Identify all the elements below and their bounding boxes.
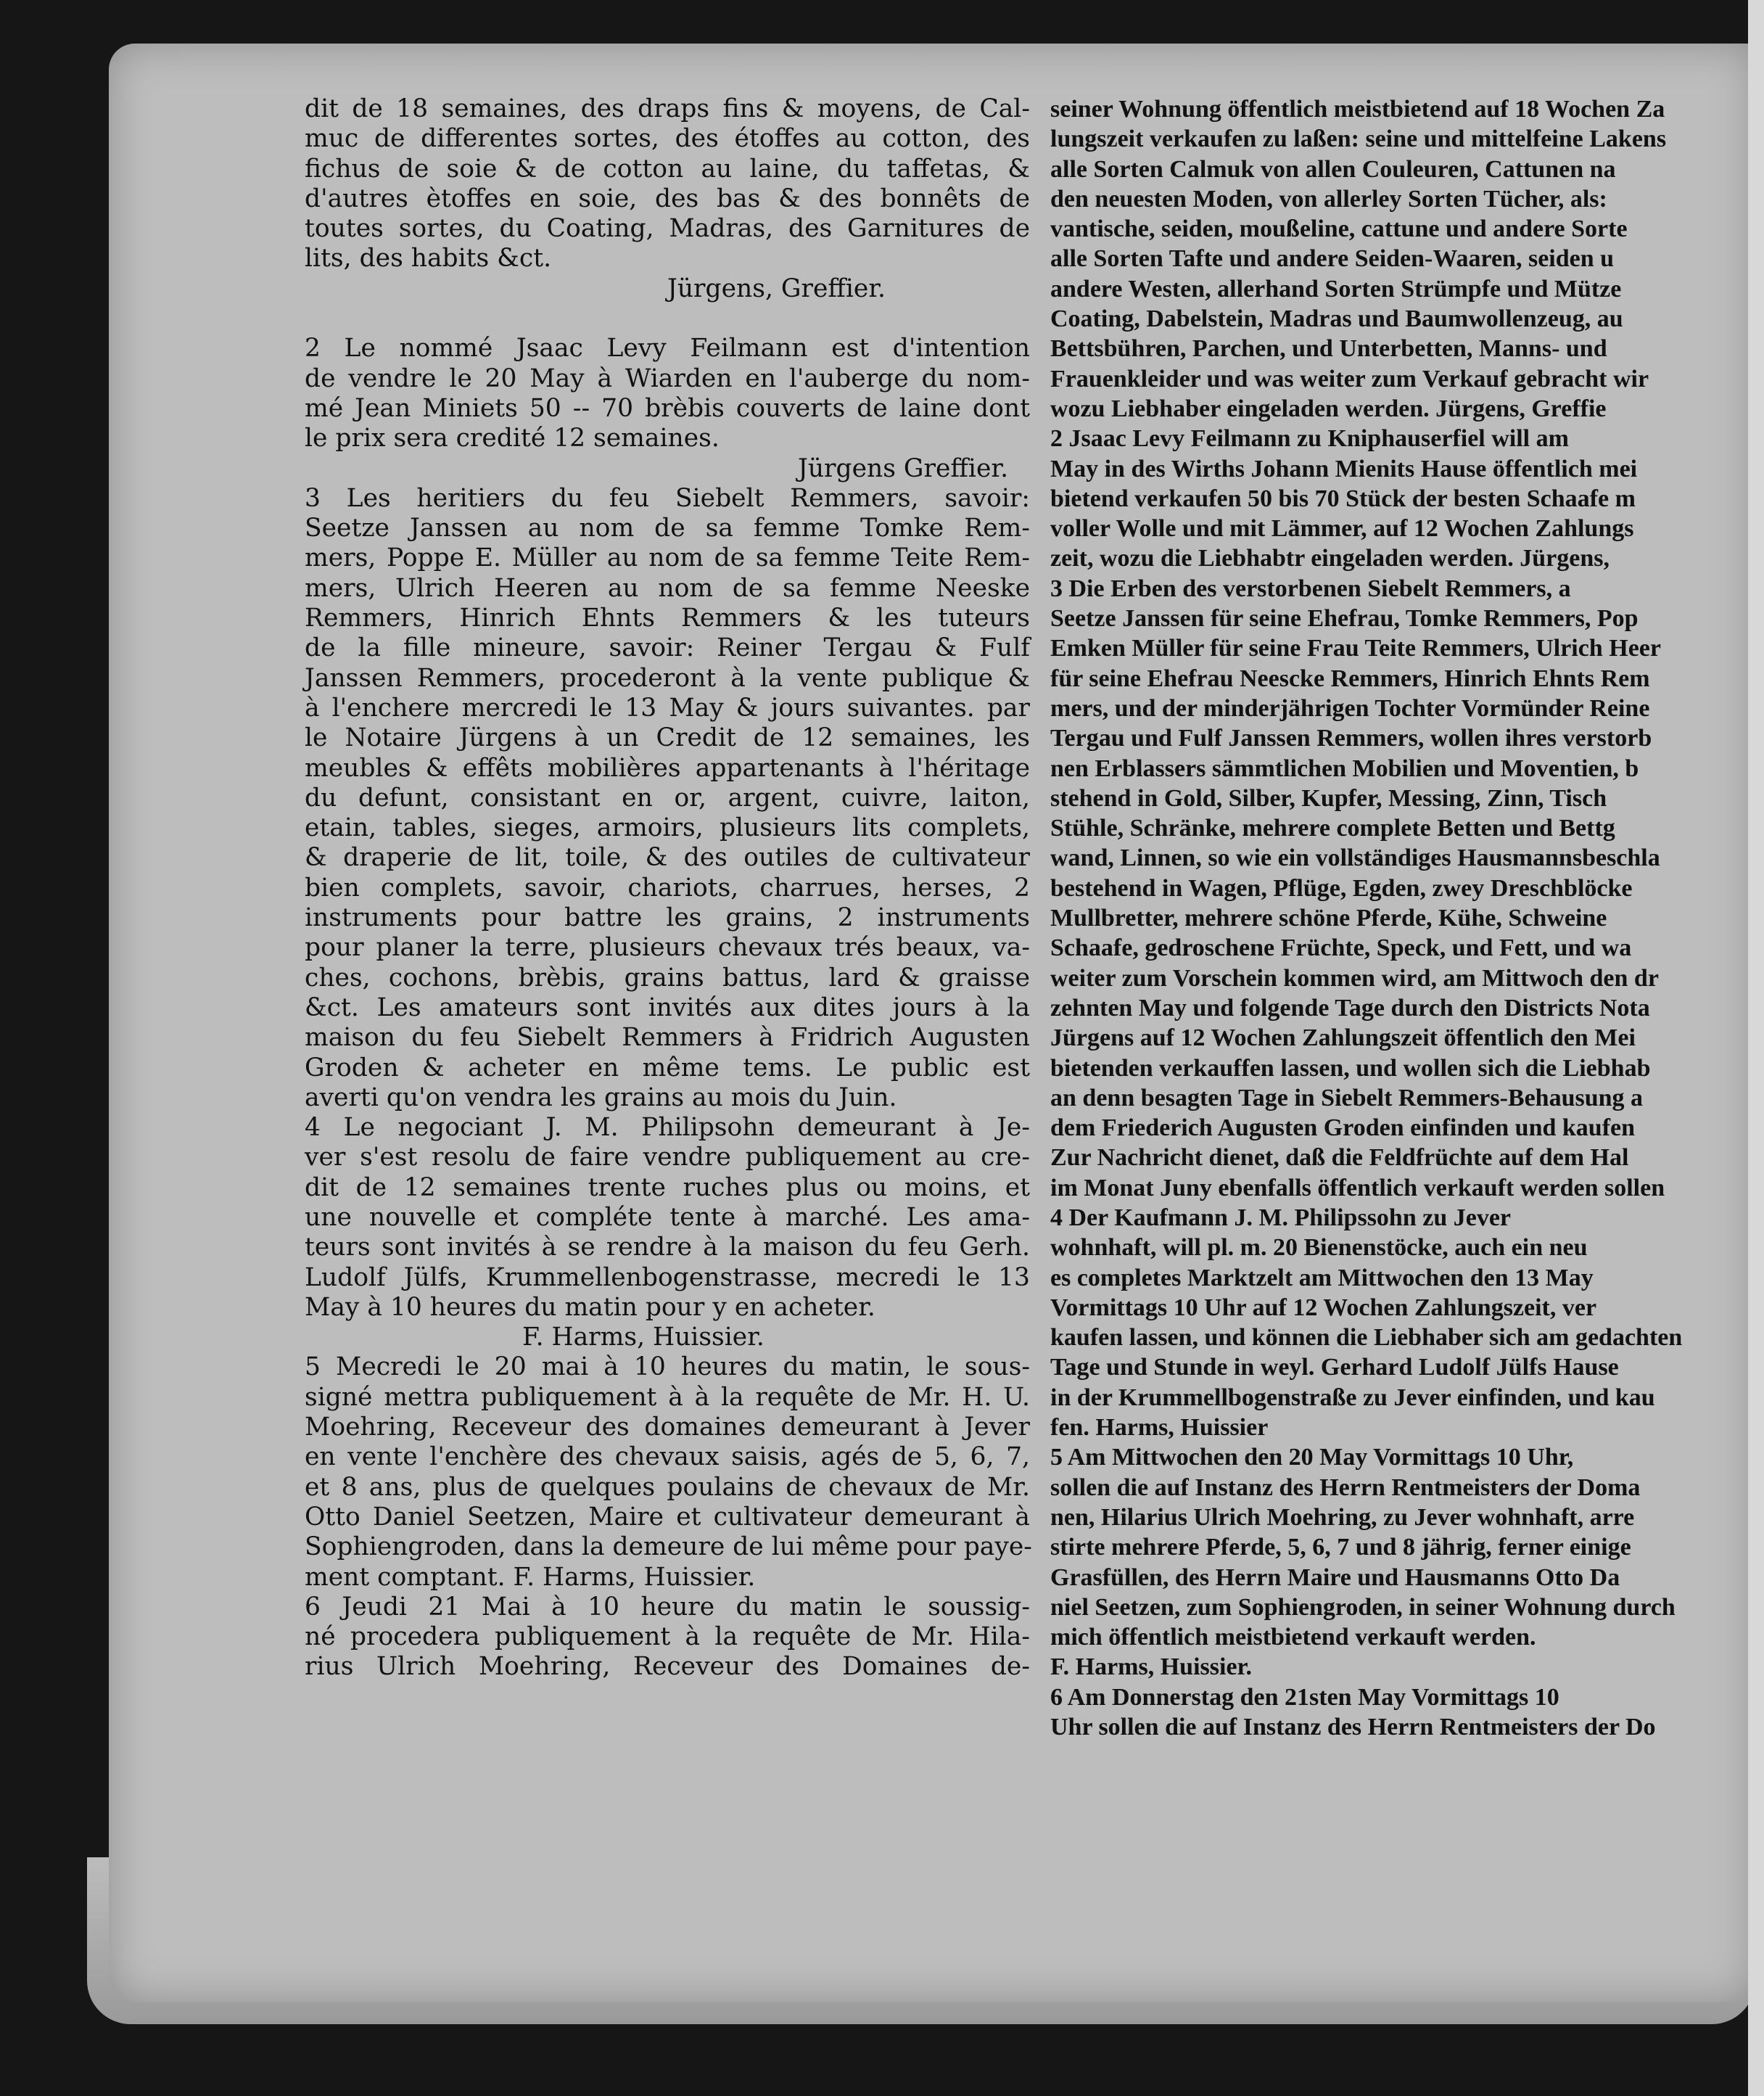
text-line: May in des Wirths Johann Mienits Hause öffentlich mei [1050, 455, 1638, 482]
french-column [305, 94, 1030, 1682]
text-line: mers, Ulrich Heeren au nom de sa femme Neeske [305, 573, 1030, 603]
text-line: 3 Les heritiers du feu Siebelt Remmers, savoir: [305, 483, 1030, 513]
text-line: averti qu'on vendra les grains au mois du Juin. [305, 1082, 897, 1112]
text-line: Vormittags 10 Uhr auf 12 Wochen Zahlungszeit, ver [1050, 1294, 1597, 1321]
text-line: wand, Linnen, so wie ein vollständiges Hausmannsbeschla [1050, 844, 1660, 872]
text-line: 6 Jeudi 21 Mai à 10 heure du matin le soussig- [305, 1592, 1030, 1622]
signature-line: F. Harms, Huissier. [522, 1323, 764, 1352]
text-line: lits, des habits &ct. [305, 244, 552, 274]
text-line: wozu Liebhaber eingeladen werden. Jürgens, Greffie [1050, 395, 1607, 422]
text-line: mers, Poppe E. Müller au nom de sa femme Teite Rem- [305, 543, 1030, 573]
text-line: Groden & acheter en même tems. Le public est [305, 1053, 1030, 1082]
text-line: nen Erblassers sämmtlichen Mobilien und Moventien, b [1050, 755, 1639, 782]
text-line: mé Jean Miniets 50 -- 70 brèbis couverts de laine dont [305, 393, 1030, 423]
text-line: une nouvelle et compléte tente à marché. Les ama- [305, 1202, 1030, 1232]
text-line: 4 Le negociant J. M. Philipsohn demeurant à Je- [305, 1113, 1030, 1143]
binding-edge [1748, 0, 1764, 2096]
text-line: 5 Am Mittwochen den 20 May Vormittags 10 Uhr, [1050, 1444, 1574, 1471]
german-column [1050, 94, 1747, 1742]
text-line: Tage und Stunde in weyl. Gerhard Ludolf Jülfs Hause [1050, 1354, 1619, 1381]
text-line [305, 304, 1030, 334]
text-line: Schaafe, gedroschene Früchte, Speck, und Fett, und wa [1050, 934, 1632, 962]
text-line: Bettsbühren, Parchen, und Unterbetten, Manns- und [1050, 335, 1607, 363]
text-line: für seine Ehefrau Neescke Remmers, Hinrich Ehnts Rem [1050, 665, 1650, 692]
text-line: 2 Jsaac Levy Feilmann zu Kniphauserfiel will am [1050, 425, 1569, 453]
text-line: etain, tables, sieges, armoirs, plusieurs lits complets, [305, 813, 1030, 843]
text-line: bietenden verkauffen lassen, und wollen sich die Liebhab [1050, 1054, 1651, 1082]
text-line: F. Harms, Huissier. [1050, 1653, 1253, 1681]
text-line: stehend in Gold, Silber, Kupfer, Messing, Zinn, Tisch [1050, 784, 1607, 812]
text-line: Stühle, Schränke, mehrere complete Betten und Bettg [1050, 815, 1615, 842]
text-line: & draperie de lit, toile, & des outiles de cultivateur [305, 843, 1030, 873]
text-line: Ludolf Jülfs, Krummellenbogenstrasse, mecredi le 13 [305, 1262, 1030, 1292]
text-line: et 8 ans, plus de quelques poulains de chevaux de Mr. [305, 1472, 1030, 1502]
text-line: meubles & effêts mobilières appartenants à l'héritage [305, 753, 1030, 783]
text-line: Seetze Janssen au nom de sa femme Tomke Rem- [305, 514, 1030, 543]
text-line: mich öffentlich meistbietend verkauft werden. [1050, 1624, 1536, 1651]
text-line: dit de 12 semaines trente ruches plus ou moins, et [305, 1172, 1030, 1202]
text-line: ches, cochons, brèbis, grains battus, lard & graisse [305, 963, 1030, 992]
text-line: dit de 18 semaines, des draps fins & moyens, de Cal- [305, 94, 1030, 123]
text-line: andere Westen, allerhand Sorten Strümpfe und Mütze [1050, 275, 1622, 303]
text-line: voller Wolle und mit Lämmer, auf 12 Wochen Zahlungs [1050, 515, 1634, 543]
text-line: lungszeit verkaufen zu laßen: seine und mittelfeine Lakens [1050, 126, 1667, 153]
text-line: 2 Le nommé Jsaac Levy Feilmann est d'intention [305, 334, 1030, 363]
text-line: wohnhaft, will pl. m. 20 Bienenstöcke, auch ein neu [1050, 1234, 1588, 1262]
text-line: Moehring, Receveur des domaines demeurant à Jever [305, 1413, 1030, 1442]
text-line: vantische, seiden, moußeline, cattune und andere Sorte [1050, 215, 1628, 243]
text-line: pour planer la terre, plusieurs chevaux trés beaux, va- [305, 933, 1030, 963]
text-line: kaufen lassen, und können die Liebhaber sich am gedachten [1050, 1324, 1683, 1352]
text-line: May à 10 heures du matin pour y en acheter. [305, 1292, 875, 1322]
text-line: es completes Marktzelt am Mittwochen den 13 May [1050, 1264, 1594, 1291]
text-line: Mullbretter, mehrere schöne Pferde, Kühe, Schweine [1050, 905, 1607, 932]
text-line: sollen die auf Instanz des Herrn Rentmeisters der Doma [1050, 1474, 1641, 1501]
text-line: instruments pour battre les grains, 2 instruments [305, 903, 1030, 933]
text-line: niel Seetzen, zum Sophiengroden, in seiner Wohnung durch [1050, 1593, 1676, 1621]
text-line: toutes sortes, du Coating, Madras, des Garnitures de [305, 214, 1030, 244]
text-line: mers, und der minderjährigen Tochter Vormünder Reine [1050, 694, 1650, 722]
text-line: alle Sorten Calmuk von allen Couleuren, Cattunen na [1050, 155, 1616, 183]
text-line: Otto Daniel Seetzen, Maire et cultivateur demeurant à [305, 1502, 1030, 1532]
text-line: in der Krummellbogenstraße zu Jever einfinden, und kau [1050, 1384, 1655, 1411]
text-line: dem Friederich Augusten Groden einfinden und kaufen [1050, 1114, 1636, 1142]
text-line: Zur Nachricht dienet, daß die Feldfrüchte auf dem Hal [1050, 1144, 1629, 1172]
text-line: alle Sorten Tafte und andere Seiden-Waaren, seiden u [1050, 245, 1615, 273]
text-line: teurs sont invités à se rendre à la maison du feu Gerh. [305, 1233, 1030, 1262]
text-line: de vendre le 20 May à Wiarden en l'auberge du nom- [305, 363, 1030, 393]
text-line: en vente l'enchère des chevaux saisis, agés de 5, 6, 7, [305, 1442, 1030, 1472]
text-line: 5 Mecredi le 20 mai à 10 heures du matin, le sous- [305, 1352, 1030, 1382]
text-line: ver s'est resolu de faire vendre publiquement au cre- [305, 1143, 1030, 1172]
text-line: zehnten May und folgende Tage durch den Districts Nota [1050, 994, 1650, 1022]
text-line: le Notaire Jürgens à un Credit de 12 semaines, les [305, 723, 1030, 753]
text-line: seiner Wohnung öffentlich meistbietend auf 18 Wochen Za [1050, 96, 1665, 123]
text-line: Sophiengroden, dans la demeure de lui même pour paye- [305, 1532, 1032, 1562]
text-line: zeit, wozu die Liebhabtr eingeladen werden. Jürgens, [1050, 545, 1610, 572]
text-line: d'autres ètoffes en soie, des bas & des bonnêts de [305, 184, 1030, 213]
text-line: im Monat Juny ebenfalls öffentlich verkauft werden sollen [1050, 1174, 1665, 1201]
text-line: Jürgens auf 12 Wochen Zahlungszeit öffentlich den Mei [1050, 1024, 1636, 1052]
text-line: de la fille mineure, savoir: Reiner Tergau & Fulf [305, 633, 1030, 663]
text-line: 6 Am Donnerstag den 21sten May Vormittags 10 [1050, 1683, 1559, 1711]
text-line: bietend verkaufen 50 bis 70 Stück der besten Schaafe m [1050, 485, 1636, 512]
signature-line: Jürgens, Greffier. [667, 274, 886, 303]
text-line: ment comptant. F. Harms, Huissier. [305, 1562, 756, 1592]
text-line: &ct. Les amateurs sont invités aux dites jours à la [305, 992, 1030, 1022]
text-line: fichus de soie & de cotton au laine, du taffetas, & [305, 154, 1030, 184]
text-line: 4 Der Kaufmann J. M. Philipssohn zu Jever [1050, 1204, 1512, 1231]
text-line: den neuesten Moden, von allerley Sorten Tücher, als: [1050, 185, 1607, 213]
text-line: le prix sera credité 12 semaines. [305, 424, 720, 453]
text-line: Uhr sollen die auf Instanz des Herrn Rentmeisters der Do [1050, 1714, 1656, 1741]
text-line: du defunt, consistant en or, argent, cuivre, laiton, [305, 783, 1030, 813]
signature-line: Jürgens Greffier. [798, 453, 1009, 483]
text-line: muc de differentes sortes, des étoffes au cotton, des [305, 124, 1030, 154]
text-line: weiter zum Vorschein kommen wird, am Mittwoch den dr [1050, 964, 1659, 992]
text-line: rius Ulrich Moehring, Receveur des Domaines de- [305, 1652, 1030, 1682]
column-divider [1034, 94, 1036, 820]
text-line: Grasfüllen, des Herrn Maire und Hausmanns Otto Da [1050, 1563, 1620, 1591]
text-line: nen, Hilarius Ulrich Moehring, zu Jever wohnhaft, arre [1050, 1503, 1635, 1531]
text-line: bestehend in Wagen, Pflüge, Egden, zwey Dreschblöcke [1050, 874, 1633, 902]
text-line: Tergau und Fulf Janssen Remmers, wollen ihres verstorb [1050, 725, 1652, 752]
text-line: fen. Harms, Huissier [1050, 1414, 1269, 1442]
text-line: bien complets, savoir, chariots, charrues, herses, 2 [305, 873, 1030, 903]
text-line: Frauenkleider und was weiter zum Verkauf gebracht wir [1050, 365, 1649, 393]
text-line: Janssen Remmers, procederont à la vente publique & [305, 663, 1030, 693]
text-line: Emken Müller für seine Frau Teite Remmers, Ulrich Heer [1050, 635, 1661, 662]
text-line: né procedera publiquement à la requête de Mr. Hila- [305, 1622, 1030, 1652]
text-line: maison du feu Siebelt Remmers à Fridrich Augusten [305, 1023, 1030, 1053]
text-line: Coating, Dabelstein, Madras und Baumwollenzeug, au [1050, 305, 1623, 333]
text-line: à l'enchere mercredi le 13 May & jours suivantes. par [305, 693, 1030, 723]
text-line: 3 Die Erben des verstorbenen Siebelt Remmers, a [1050, 575, 1571, 602]
text-line: an denn besagten Tage in Siebelt Remmers-Behausung a [1050, 1084, 1644, 1111]
text-line: signé mettra publiquement à à la requête de Mr. H. U. [305, 1382, 1030, 1412]
text-line: stirte mehrere Pferde, 5, 6, 7 und 8 jährig, ferner einige [1050, 1534, 1631, 1561]
text-line: Remmers, Hinrich Ehnts Remmers & les tuteurs [305, 604, 1030, 633]
text-line: Seetze Janssen für seine Ehefrau, Tomke Remmers, Pop [1050, 605, 1639, 633]
